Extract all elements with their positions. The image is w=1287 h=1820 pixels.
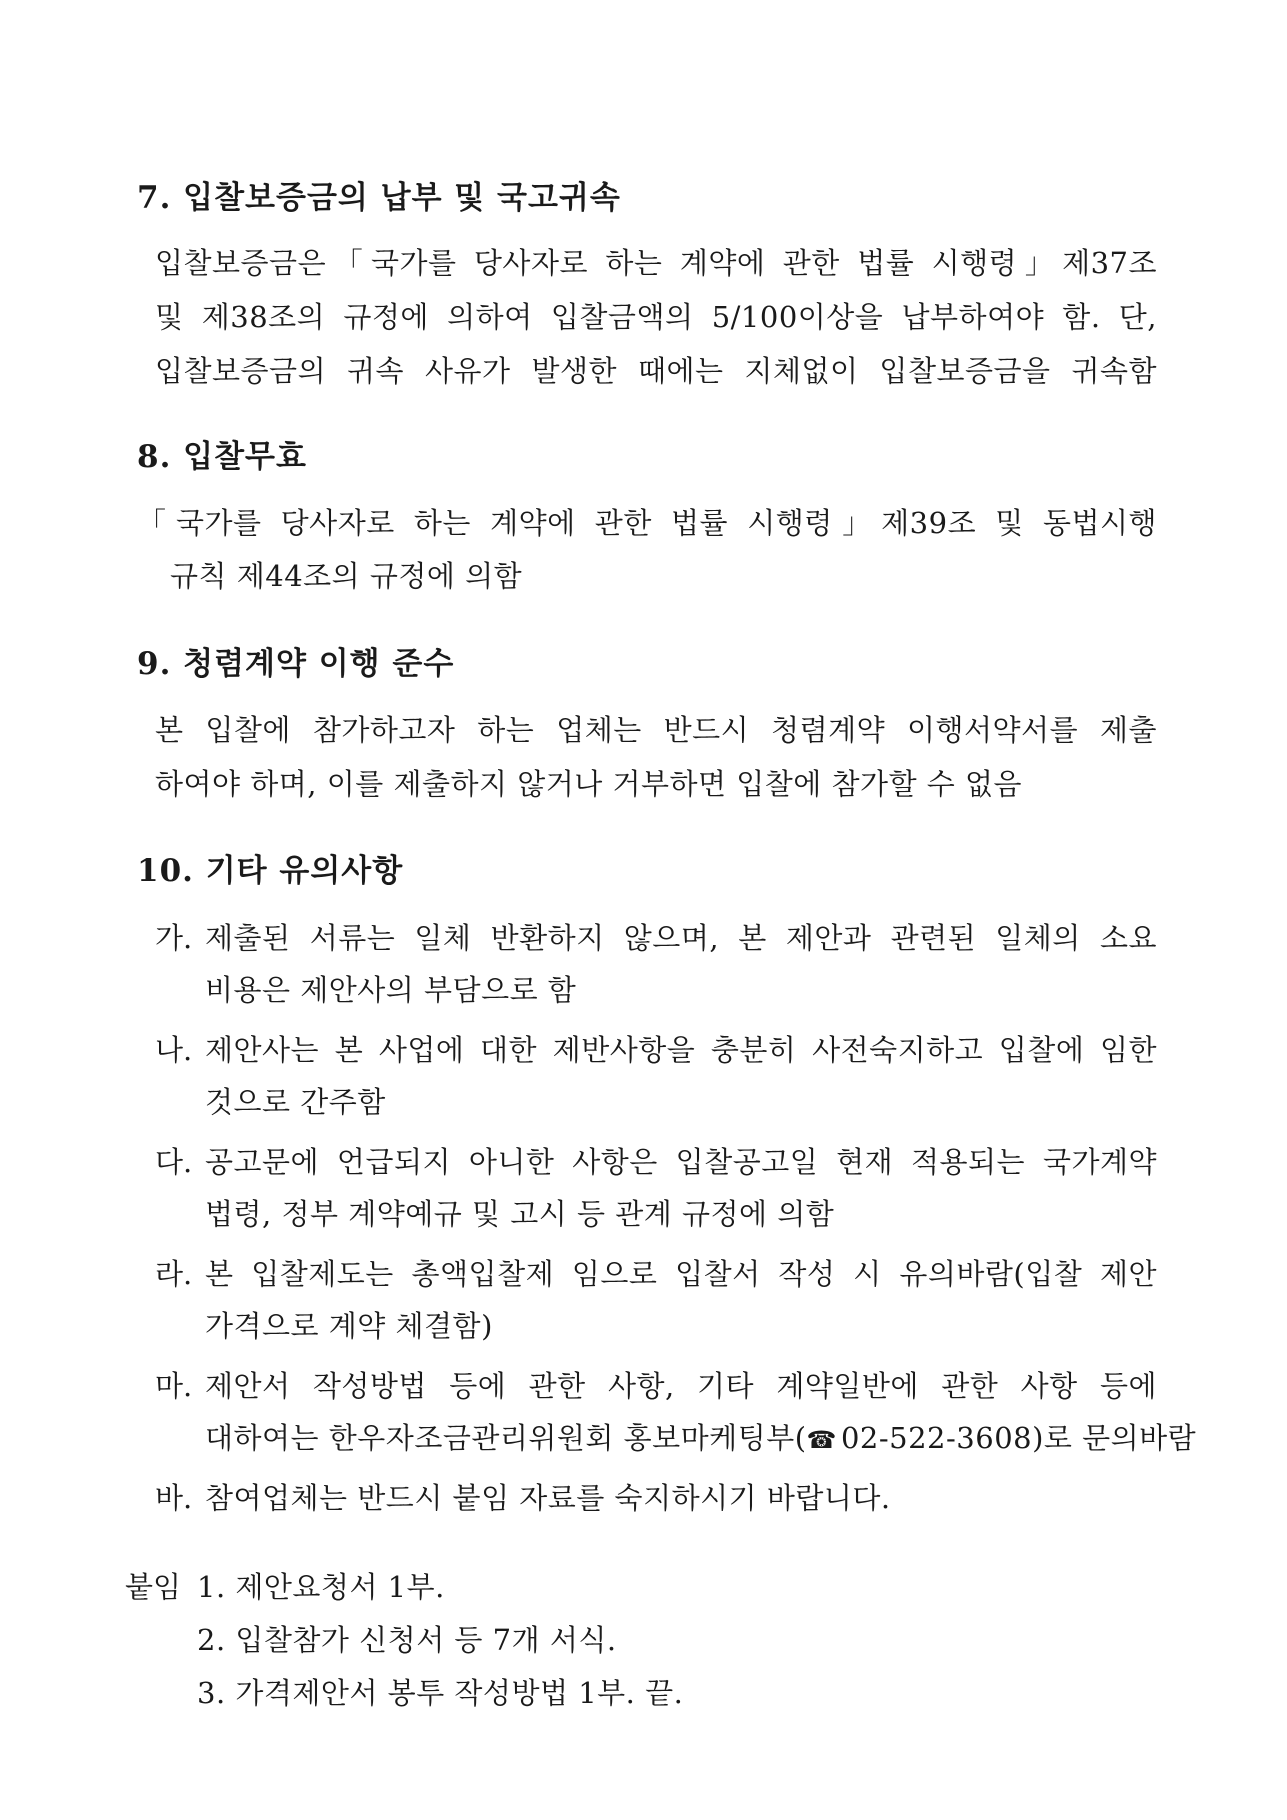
item-da-line-1: 공고문에 언급되지 아니한 사항은 입찰공고일 현재 적용되는 국가계약 — [205, 1145, 1157, 1179]
section-9-line-2: 하여야 하며, 이를 제출하지 않거나 거부하면 입찰에 참가할 수 없음 — [155, 767, 1023, 801]
item-ra-line-2: 가격으로 계약 체결함) — [205, 1309, 493, 1343]
item-ma-line-2 — [205, 1418, 1196, 1458]
section-9-line-1: 본 입찰에 참가하고자 하는 업체는 반드시 청렴계약 이행서약서를 제출 — [155, 713, 1157, 747]
section-10-title: 10. 기타 유의사항 — [137, 853, 404, 889]
section-7-line-3: 입찰보증금의 귀속 사유가 발생한 때에는 지체없이 입찰보증금을 귀속함 — [155, 354, 1157, 388]
attachment-item-1: 1. 제안요청서 1부. — [197, 1570, 445, 1604]
attachments-label: 붙임 — [125, 1570, 182, 1604]
section-9-title: 9. 청렴계약 이행 준수 — [137, 646, 455, 682]
item-ga-line-2: 비용은 제안사의 부담으로 함 — [205, 973, 577, 1007]
item-ba-line-1: 참여업체는 반드시 붙임 자료를 숙지하시기 바랍니다. — [205, 1481, 891, 1515]
section-8-line-1: 「국가를 당사자로 하는 계약에 관한 법률 시행령」제39조 및 동법시행 — [137, 506, 1157, 540]
item-ma-line-1: 제안서 작성방법 등에 관한 사항, 기타 계약일반에 관한 사항 등에 — [205, 1369, 1157, 1403]
item-ga-marker: 가. — [155, 921, 193, 955]
section-8-title: 8. 입찰무효 — [137, 439, 307, 475]
phone-number: 02-522-3608 — [840, 1421, 1033, 1455]
item-ga-line-1: 제출된 서류는 일체 반환하지 않으며, 본 제안과 관련된 일체의 소요 — [205, 921, 1157, 955]
section-8-line-2: 규칙 제44조의 규정에 의함 — [170, 559, 523, 593]
item-ma-line-2-text: 대하여는 한우자조금관리위원회 홍보마케팅부( — [205, 1421, 807, 1455]
item-ra-marker: 라. — [155, 1257, 193, 1291]
phone-icon: ☎ — [806, 1426, 837, 1454]
item-ma-line-2-suffix: )로 문의바람 — [1032, 1421, 1197, 1455]
attachment-item-2: 2. 입찰참가 신청서 등 7개 서식. — [197, 1623, 617, 1657]
item-ba-marker: 바. — [155, 1481, 193, 1515]
item-na-line-2: 것으로 간주함 — [205, 1085, 386, 1119]
section-7-line-1: 입찰보증금은「국가를 당사자로 하는 계약에 관한 법률 시행령」제37조 — [155, 246, 1157, 280]
section-7-line-2: 및 제38조의 규정에 의하여 입찰금액의 5/100이상을 납부하여야 함. 단, — [155, 300, 1157, 334]
attachment-item-3: 3. 가격제안서 봉투 작성방법 1부. 끝. — [197, 1676, 684, 1710]
item-ra-line-1: 본 입찰제도는 총액입찰제 임으로 입찰서 작성 시 유의바람(입찰 제안 — [205, 1257, 1157, 1291]
item-na-marker: 나. — [155, 1033, 193, 1067]
item-na-line-1: 제안사는 본 사업에 대한 제반사항을 충분히 사전숙지하고 입찰에 임한 — [205, 1033, 1157, 1067]
item-da-marker: 다. — [155, 1145, 193, 1179]
item-ma-marker: 마. — [155, 1369, 193, 1403]
section-7-title: 7. 입찰보증금의 납부 및 국고귀속 — [137, 180, 621, 216]
item-da-line-2: 법령, 정부 계약예규 및 고시 등 관계 규정에 의함 — [205, 1197, 835, 1231]
